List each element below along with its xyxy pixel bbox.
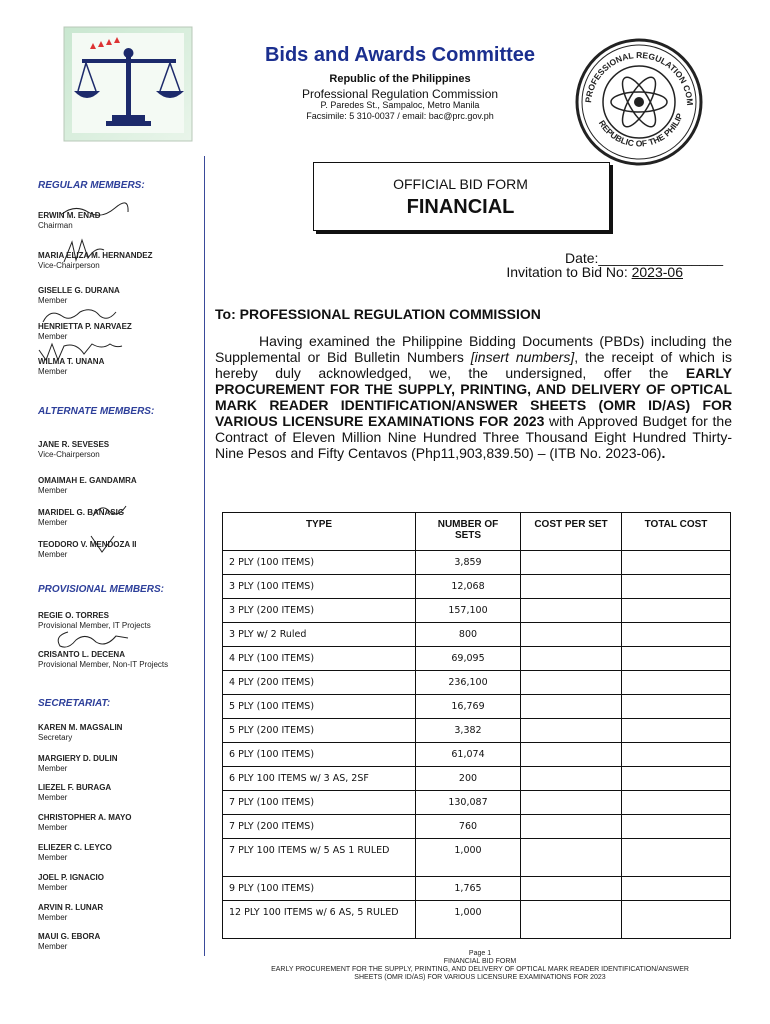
alternate-members-heading: ALTERNATE MEMBERS: (38, 406, 155, 417)
table-row (223, 623, 731, 647)
cell-cost-per-set (521, 901, 622, 939)
cell-sets: 3,859 (416, 551, 521, 575)
cell-total-cost (622, 901, 731, 939)
table-row (223, 791, 731, 815)
col-header-type: TYPE (223, 513, 416, 551)
cell-sets: 1,000 (416, 901, 521, 939)
member-role: Member (38, 913, 68, 922)
member-role: Member (38, 518, 68, 527)
para-end: . (661, 445, 666, 461)
member-name: HENRIETTA P. NARVAEZ (38, 322, 132, 331)
cell-type: 5 PLY (200 ITEMS) (223, 719, 416, 743)
addressee: To: PROFESSIONAL REGULATION COMMISSION (215, 306, 541, 322)
cell-sets: 236,100 (416, 671, 521, 695)
cell-total-cost (622, 743, 731, 767)
member-role: Vice-Chairperson (38, 261, 100, 270)
member-name: GISELLE G. DURANA (38, 286, 120, 295)
table-row (223, 647, 731, 671)
invitation-value: 2023-06 (631, 264, 683, 280)
cell-type: 3 PLY w/ 2 Ruled (223, 623, 416, 647)
para-text: Having examined the Philippine Bidding Documents (PBDs) including the Supplemental or Bid Bulletin Numbers (215, 333, 732, 365)
cell-type: 6 PLY (100 ITEMS) (223, 743, 416, 767)
footer-page: Page 1 (468, 950, 492, 957)
table-row (223, 671, 731, 695)
member-role: Provisional Member, Non-IT Projects (38, 660, 169, 669)
bac-logo (62, 25, 196, 145)
member-role: Member (38, 296, 68, 305)
header-agency: Professional Regulation Commission (301, 87, 499, 101)
cell-sets: 69,095 (416, 647, 521, 671)
para-text: with Approved Budget for the Contract of Eleven Million Nine Hundred Three Thousand Eight Hundred Thirty-Nine Pesos and Fifty Centavos (Php11,903,839.50) – (ITB No. 2023-06) (215, 413, 732, 461)
member-name: MAUI G. EBORA (38, 932, 101, 941)
cell-cost-per-set (521, 623, 622, 647)
member-role: Member (38, 793, 68, 802)
member-role: Member (38, 367, 68, 376)
member-name: MARGIERY D. DULIN (38, 754, 118, 763)
footer-line3: SHEETS (OMR ID/AS) FOR VARIOUS LICENSURE EXAMINATIONS FOR 2023 (354, 974, 606, 981)
signature (60, 236, 110, 266)
cell-cost-per-set (521, 839, 622, 877)
member-name: WILMA T. UNANA (38, 357, 105, 366)
cell-cost-per-set (521, 599, 622, 623)
date-field: Date:________________ (564, 250, 723, 266)
member-name: LIEZEL F. BURAGA (38, 783, 112, 792)
form-subtitle: FINANCIAL (406, 196, 515, 218)
cell-cost-per-set (521, 791, 622, 815)
table-row (223, 901, 731, 939)
cell-total-cost (622, 839, 731, 877)
table-row (223, 815, 731, 839)
cell-cost-per-set (521, 575, 622, 599)
member-role: Vice-Chairperson (38, 450, 100, 459)
table-row (223, 551, 731, 575)
cell-type: 6 PLY 100 ITEMS w/ 3 AS, 2SF (223, 767, 416, 791)
cell-total-cost (622, 719, 731, 743)
cell-type: 7 PLY (200 ITEMS) (223, 815, 416, 839)
member-name: ERWIN M. ENAD (38, 211, 101, 220)
para-text: , the receipt of which is hereby duly acknowledged, we, the undersigned, offer the (215, 349, 732, 381)
member-name: MARIA ELIZA M. HERNANDEZ (38, 251, 153, 260)
cell-sets: 760 (416, 815, 521, 839)
cell-type: 3 PLY (200 ITEMS) (223, 599, 416, 623)
svg-text:PROFESSIONAL REGULATION COMMIS: PROFESSIONAL REGULATION COM (583, 49, 696, 106)
cell-type: 5 PLY (100 ITEMS) (223, 695, 416, 719)
regular-members-heading: REGULAR MEMBERS: (38, 180, 145, 191)
table-row (223, 743, 731, 767)
invitation-label: Invitation to Bid No: (506, 264, 632, 280)
cell-total-cost (622, 575, 731, 599)
member-role: Provisional Member, IT Projects (38, 621, 151, 630)
cell-cost-per-set (521, 647, 622, 671)
cell-type: 7 PLY 100 ITEMS w/ 5 AS 1 RULED (223, 839, 416, 877)
cell-sets: 1,000 (416, 839, 521, 877)
cell-sets: 157,100 (416, 599, 521, 623)
table-row (223, 719, 731, 743)
member-name: TEODORO V. MENDOZA II (38, 540, 137, 549)
cell-type: 2 PLY (100 ITEMS) (223, 551, 416, 575)
cell-total-cost (622, 877, 731, 901)
col-header-sets: NUMBER OF SETS (416, 513, 521, 551)
cell-cost-per-set (521, 815, 622, 839)
cell-sets: 200 (416, 767, 521, 791)
cell-type: 12 PLY 100 ITEMS w/ 6 AS, 5 RULED (223, 901, 416, 939)
cell-cost-per-set (521, 551, 622, 575)
para-italic: [insert numbers] (470, 349, 575, 365)
cell-cost-per-set (521, 719, 622, 743)
member-name: OMAIMAH E. GANDAMRA (38, 476, 137, 485)
cell-total-cost (622, 767, 731, 791)
cell-sets: 61,074 (416, 743, 521, 767)
cell-sets: 800 (416, 623, 521, 647)
signature (50, 626, 130, 652)
secretariat-heading: SECRETARIAT: (38, 698, 111, 709)
invitation-number (420, 264, 683, 280)
project-name: EARLY PROCUREMENT FOR THE SUPPLY, PRINTING, AND DELIVERY OF OPTICAL MARK READER IDENTIFICATION/ANSWER SHEETS (OMR ID/AS) FOR VARIOUS LICENSURE EXAMINATIONS FOR 2023 (215, 365, 732, 429)
member-role: Member (38, 486, 68, 495)
cell-cost-per-set (521, 877, 622, 901)
member-role: Member (38, 332, 68, 341)
footer-line1: FINANCIAL BID FORM (443, 958, 517, 965)
member-role: Secretary (38, 733, 73, 742)
cell-total-cost (622, 551, 731, 575)
header-address: P. Paredes St., Sampaloc, Metro Manila (320, 100, 480, 110)
sidebar-divider (204, 156, 205, 956)
header-contact: Facsimile: 5 310-0037 / email: bac@prc.gov.ph (306, 111, 494, 121)
table-header-row (223, 513, 731, 551)
cell-cost-per-set (521, 671, 622, 695)
cell-type: 9 PLY (100 ITEMS) (223, 877, 416, 901)
cell-type: 4 PLY (200 ITEMS) (223, 671, 416, 695)
table-row (223, 839, 731, 877)
col-header-total-cost: TOTAL COST (622, 513, 731, 551)
signature (40, 304, 120, 326)
header-title: Bids and Awards Committee (264, 44, 536, 66)
provisional-members-heading: PROVISIONAL MEMBERS: (38, 584, 164, 595)
body-paragraph (215, 333, 732, 461)
member-name: ELIEZER C. LEYCO (38, 843, 112, 852)
member-name: REGIE O. TORRES (38, 611, 109, 620)
cell-cost-per-set (521, 767, 622, 791)
table-row (223, 767, 731, 791)
member-name: JOEL P. IGNACIO (38, 873, 104, 882)
signature (36, 338, 126, 364)
member-role: Member (38, 853, 68, 862)
svg-text:REPUBLIC OF THE PHILIPPINES: REPUBLIC OF THE PHILIP (596, 111, 685, 149)
member-name: CHRISTOPHER A. MAYO (38, 813, 132, 822)
cell-sets: 130,087 (416, 791, 521, 815)
cell-sets: 3,382 (416, 719, 521, 743)
member-name: MARIDEL G. BANASIG (38, 508, 125, 517)
footer-line2: EARLY PROCUREMENT FOR THE SUPPLY, PRINTING, AND DELIVERY OF OPTICAL MARK READER IDENTIFICATION/ANSWER (271, 966, 689, 973)
member-name: ARVIN R. LUNAR (38, 903, 104, 912)
member-role: Member (38, 823, 68, 832)
cell-type: 4 PLY (100 ITEMS) (223, 647, 416, 671)
cell-total-cost (622, 791, 731, 815)
prc-seal (569, 36, 709, 166)
bid-table (222, 512, 731, 939)
member-role: Member (38, 764, 68, 773)
member-role: Member (38, 942, 68, 951)
cell-cost-per-set (521, 695, 622, 719)
member-role: Member (38, 550, 68, 559)
cell-total-cost (622, 815, 731, 839)
signature (90, 500, 130, 520)
table-row (223, 599, 731, 623)
cell-type: 7 PLY (100 ITEMS) (223, 791, 416, 815)
form-title: OFFICIAL BID FORM (393, 176, 528, 192)
member-name: CRISANTO L. DECENA (38, 650, 125, 659)
cell-total-cost (622, 623, 731, 647)
member-name: KAREN M. MAGSALIN (38, 723, 123, 732)
cell-total-cost (622, 599, 731, 623)
table-row (223, 695, 731, 719)
signature (60, 200, 130, 220)
table-row (223, 877, 731, 901)
cell-total-cost (622, 647, 731, 671)
header-republic: Republic of the Philippines (329, 73, 471, 85)
col-header-cost-per-set: COST PER SET (521, 513, 622, 551)
member-role: Chairman (38, 221, 73, 230)
cell-sets: 12,068 (416, 575, 521, 599)
table-row (223, 575, 731, 599)
cell-total-cost (622, 695, 731, 719)
cell-cost-per-set (521, 743, 622, 767)
member-role: Member (38, 883, 68, 892)
cell-total-cost (622, 671, 731, 695)
cell-type: 3 PLY (100 ITEMS) (223, 575, 416, 599)
cell-sets: 1,765 (416, 877, 521, 901)
cell-sets: 16,769 (416, 695, 521, 719)
signature (88, 532, 118, 556)
member-name: JANE R. SEVESES (38, 440, 110, 449)
